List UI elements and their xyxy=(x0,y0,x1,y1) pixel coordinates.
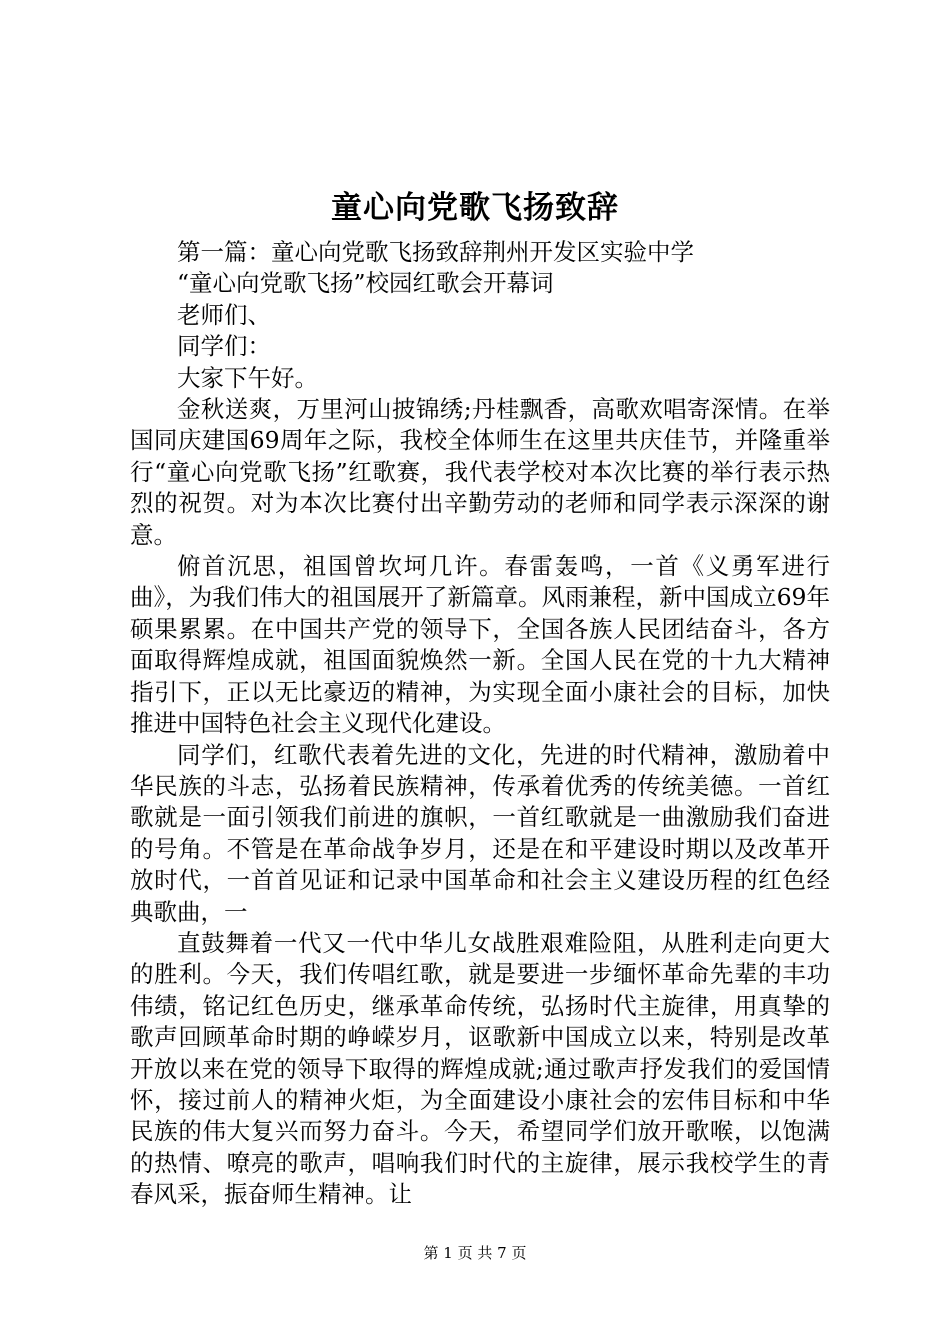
document-title: 童心向党歌飞扬致辞 xyxy=(331,190,619,226)
paragraph-body-2: 俯首沉思，祖国曾坎坷几许。春雷轰鸣，一首《义勇军进行曲》，为我们伟大的祖国展开了新篇章。风雨兼程，新中国成立69年硕果累累。在中国共产党的领导下，全国各族人民团结奋斗，各方面取得辉煌成就，祖国面貌焕然一新。全国人民在党的十九大精神指引下，正以无比豪迈的精神，为实现全面小康社会的目标，加快推进中国特色社会主义现代化建设。 xyxy=(130,552,830,738)
paragraph-body-3: 同学们，红歌代表着先进的文化，先进的时代精神，激励着中华民族的斗志，弘扬着民族精神，传承着优秀的传统美德。一首红歌就是一面引领我们前进的旗帜，一首红歌就是一曲激励我们奋进的号角。不管是在革命战争岁月，还是在和平建设时期以及改革开放时代，一首首见证和记录中国革命和社会主义建设历程的红色经典歌曲，一 xyxy=(130,740,830,926)
paragraph-heading-line-2: “童心向党歌飞扬”校园红歌会开幕词 xyxy=(177,269,554,298)
paragraph-body-4: 直鼓舞着一代又一代中华儿女战胜艰难险阻，从胜利走向更大的胜利。今天，我们传唱红歌，就是要进一步缅怀革命先辈的丰功伟绩，铭记红色历史，继承革命传统，弘扬时代主旋律，用真挚的歌声回顾革命时期的峥嵘岁月，讴歌新中国成立以来，特别是改革开放以来在党的领导下取得的辉煌成就;通过歌声抒发我们的爱国情怀，接过前人的精神火炬，为全面建设小康社会的宏伟目标和中华民族的伟大复兴而努力奋斗。今天，希望同学们放开歌喉，以饱满的热情、嘹亮的歌声，唱响我们时代的主旋律，展示我校学生的青春风采，振奋师生精神。让 xyxy=(130,928,830,1209)
paragraph-body-1: 金秋送爽，万里河山披锦绣;丹桂飘香，高歌欢唱寄深情。在举国同庆建国69周年之际，我校全体师生在这里共庆佳节，并隆重举行“童心向党歌飞扬”红歌赛，我代表学校对本次比赛的举行表示热烈的祝贺。对为本次比赛付出辛勤劳动的老师和同学表示深深的谢意。 xyxy=(130,395,830,549)
paragraph-greeting: 大家下午好。 xyxy=(177,363,318,392)
paragraph-heading-line-1: 第一篇：童心向党歌飞扬致辞荆州开发区实验中学 xyxy=(177,238,694,266)
paragraph-salutation-teachers: 老师们、 xyxy=(177,300,271,329)
document-body xyxy=(130,237,830,1211)
paragraph-salutation-students: 同学们： xyxy=(177,332,271,361)
page-footer: 第 1 页 共 7 页 xyxy=(423,1244,527,1262)
